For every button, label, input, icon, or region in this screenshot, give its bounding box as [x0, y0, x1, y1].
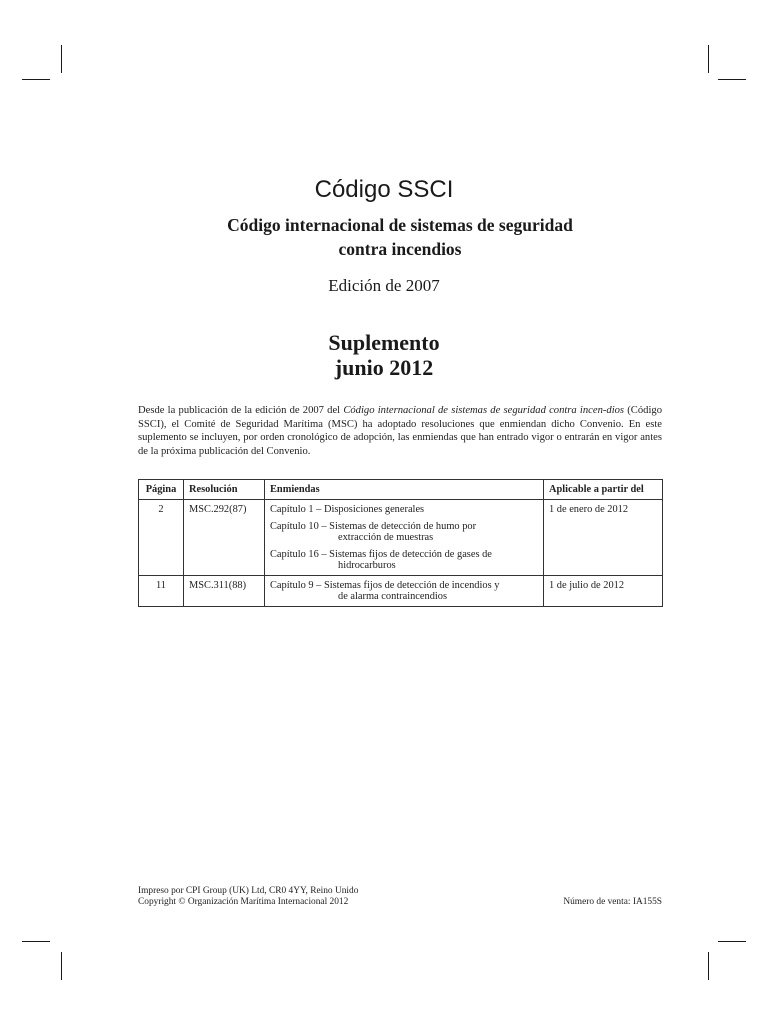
intro-paragraph	[138, 404, 662, 458]
header-applicable-from: Aplicable a partir del	[544, 480, 663, 500]
supplement-date: junio 2012	[334, 355, 434, 380]
cell-date: 1 de julio de 2012	[544, 576, 663, 607]
crop-mark	[708, 952, 709, 980]
crop-mark	[61, 952, 62, 980]
amendment-item	[270, 504, 538, 515]
amendments-table	[138, 479, 663, 607]
header-page: Página	[139, 480, 184, 500]
crop-mark	[708, 45, 709, 73]
intro-text: Desde la publicación de la edición de 2007 del	[138, 405, 344, 416]
amendment-line: Capítulo 10 – Sistemas de detección de humo por	[270, 521, 477, 532]
intro-text: (Código SSCI), el Comité de Seguridad Marítima (MSC) ha adoptado resoluciones que enmiendan dicho Convenio. En este suplemento se incluyen, por orden cronológico de adopción, las enmiendas que han entrado vigor o entrarán en vigor antes de la próxima publicación del Convenio.	[138, 405, 662, 457]
crop-mark	[61, 45, 62, 73]
amendment-continuation: hidrocarburos	[338, 560, 396, 571]
amendment-continuation: extracción de muestras	[338, 532, 434, 543]
cell-date: 1 de enero de 2012	[544, 500, 663, 576]
copyright-line: Copyright © Organización Marítima Internacional 2012	[138, 897, 349, 907]
document-subtitle	[150, 213, 650, 261]
supplement-line: Suplemento	[328, 330, 440, 355]
cell-resolution: MSC.311(88)	[184, 576, 265, 607]
amendment-item	[270, 549, 538, 571]
header-resolution: Resolución	[184, 480, 265, 500]
amendment-continuation: de alarma contraincendios	[338, 591, 448, 602]
cell-page: 2	[139, 500, 184, 576]
cell-resolution: MSC.292(87)	[184, 500, 265, 576]
crop-mark	[22, 941, 50, 942]
footer-imprint	[138, 886, 358, 908]
amendment-line: Capítulo 1 – Disposiciones generales	[270, 504, 425, 515]
table-row	[139, 576, 663, 607]
intro-italic-title: Código internacional de sistemas de seguridad contra incen-dios	[343, 405, 625, 416]
amendment-line: Capítulo 9 – Sistemas fijos de detección de incendios y	[270, 580, 500, 591]
crop-mark	[22, 79, 50, 80]
edition-label: Edición de 2007	[328, 276, 440, 295]
subtitle-line: contra incendios	[338, 239, 462, 259]
printer-line: Impreso por CPI Group (UK) Ltd, CR0 4YY, Reino Unido	[138, 886, 359, 896]
sales-number: Número de venta: IA155S	[563, 897, 662, 907]
amendment-item	[270, 580, 538, 602]
document-title: Código SSCI	[314, 176, 454, 203]
cell-page: 11	[139, 576, 184, 607]
header-amendments: Enmiendas	[265, 480, 544, 500]
amendment-item	[270, 521, 538, 543]
cell-amendments	[265, 500, 544, 576]
cell-amendments	[265, 576, 544, 607]
crop-mark	[718, 79, 746, 80]
subtitle-line: Código internacional de sistemas de seguridad	[227, 215, 573, 235]
amendment-line: Capítulo 16 – Sistemas fijos de detección de gases de	[270, 549, 492, 560]
table-header-row	[139, 480, 663, 500]
table-row	[139, 500, 663, 576]
supplement-heading	[0, 330, 768, 380]
crop-mark	[718, 941, 746, 942]
